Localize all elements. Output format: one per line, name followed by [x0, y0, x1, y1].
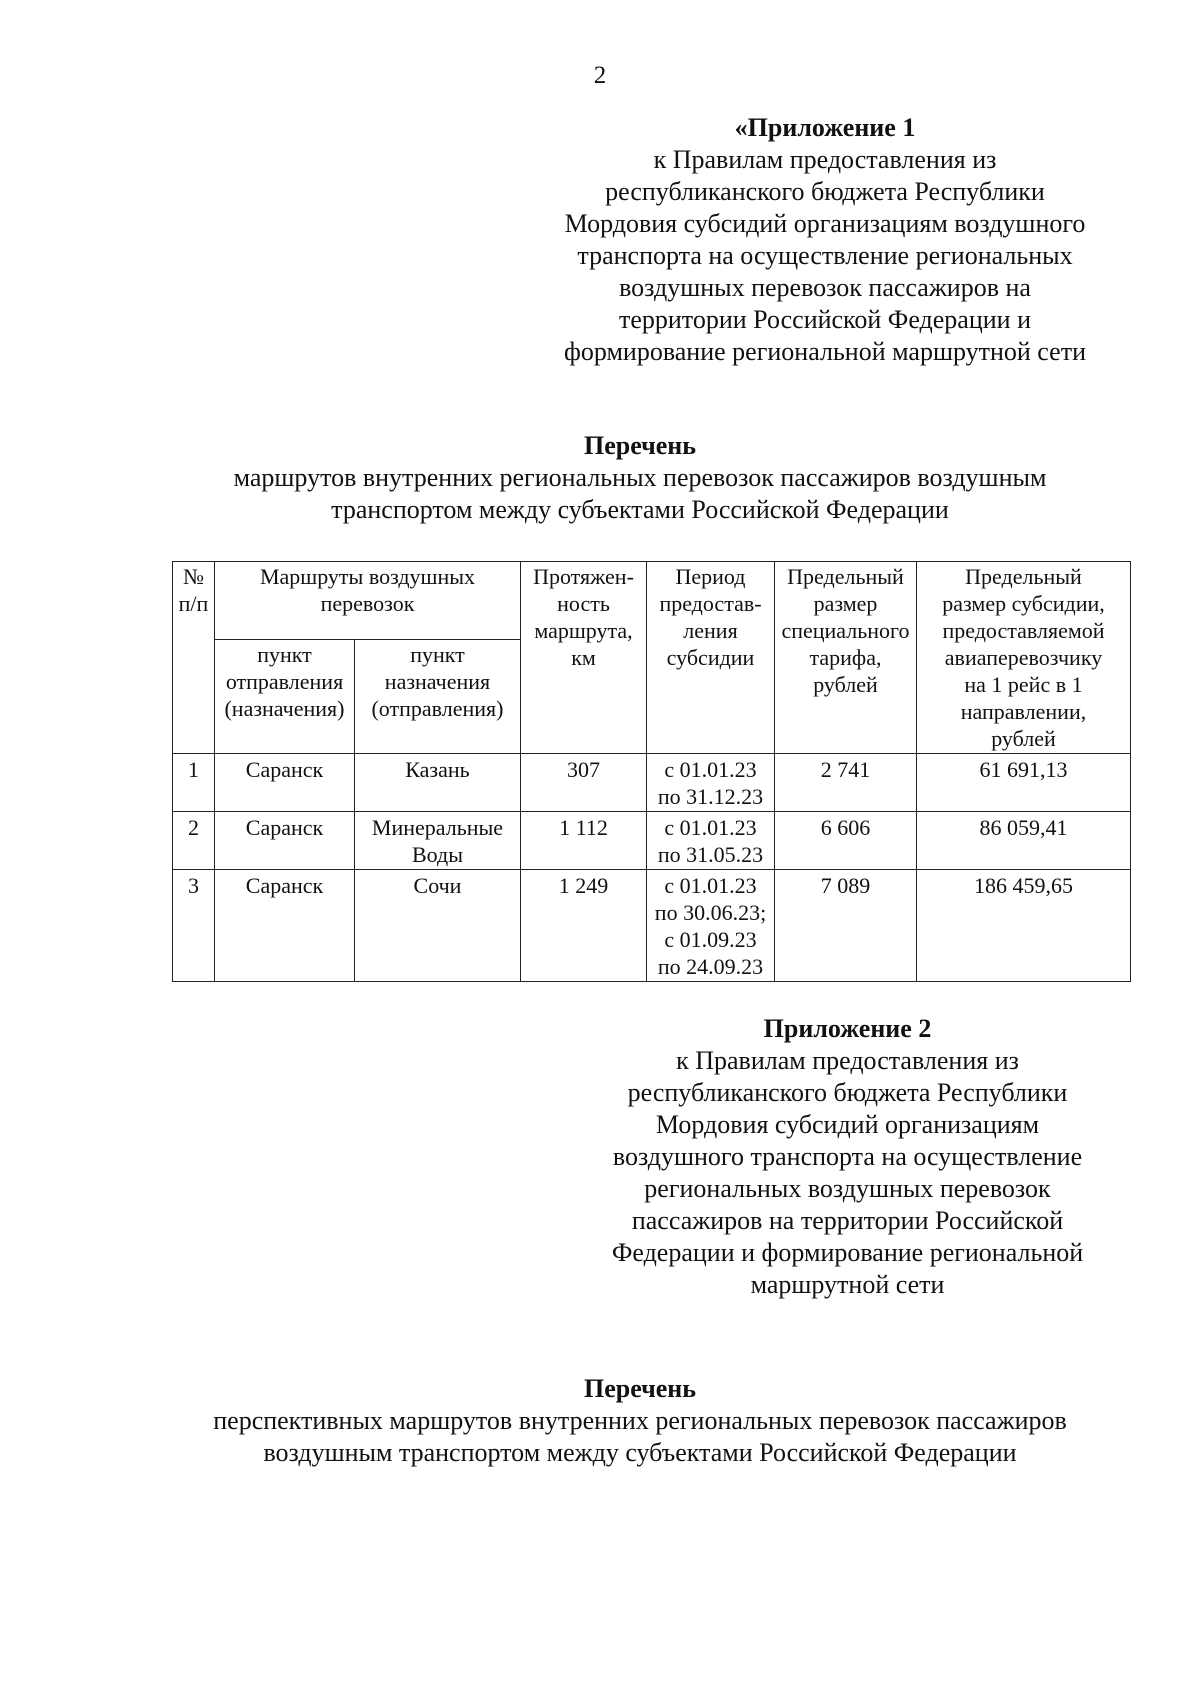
list-2-title: Перечень: [583, 1374, 697, 1403]
annex-2-line: Мордовия субсидий организациям: [655, 1110, 1040, 1139]
table-row: [173, 870, 1131, 982]
annex-1-line: территории Российской Федерации и: [618, 305, 1031, 334]
cell-to: Казань: [355, 754, 521, 812]
cell-from: Саранск: [215, 754, 355, 812]
list-1-line: транспортом между субъектами Российской Федерации: [331, 495, 949, 524]
annex-2-line: воздушного транспорта на осуществление: [612, 1142, 1083, 1171]
cell-length: 1 112: [521, 812, 647, 870]
cell-length: 307: [521, 754, 647, 812]
cell-subsidy: 61 691,13: [917, 754, 1131, 812]
cell-tariff: 2 741: [775, 754, 917, 812]
annex-2-line: пассажиров на территории Российской: [631, 1206, 1064, 1235]
cell-from: Саранск: [215, 870, 355, 982]
list-1-title: Перечень: [583, 431, 697, 460]
cell-length: 1 249: [521, 870, 647, 982]
cell-num: 3: [173, 870, 215, 982]
annex-1-line: Мордовия субсидий организациям воздушного: [564, 209, 1086, 238]
list-2-line: воздушным транспортом между субъектами Российской Федерации: [263, 1438, 1017, 1467]
annex-2-header: [580, 1013, 1115, 1301]
annex-1-line: к Правилам предоставления из: [653, 145, 997, 174]
annex-2-line: маршрутной сети: [750, 1270, 945, 1299]
annex-2-line: Федерации и формирование региональной: [611, 1238, 1084, 1267]
annex-1-title: «Приложение 1: [734, 113, 916, 142]
cell-to: Сочи: [355, 870, 521, 982]
annex-2-title: Приложение 2: [763, 1014, 932, 1043]
cell-from: Саранск: [215, 812, 355, 870]
list-1-heading: [150, 430, 1130, 526]
header-subsidy: Предельный размер субсидии, предоставляемой авиаперевозчику на 1 рейс в 1 направлении, рублей: [917, 562, 1131, 754]
cell-tariff: 7 089: [775, 870, 917, 982]
header-departure: пункт отправления (назначения): [215, 639, 355, 753]
cell-tariff: 6 606: [775, 812, 917, 870]
routes-table: [172, 561, 1131, 982]
annex-2-line: к Правилам предоставления из: [676, 1046, 1019, 1075]
list-1-line: маршрутов внутренних региональных перевозок пассажиров воздушным: [233, 463, 1047, 492]
cell-period: с 01.01.23 по 31.12.23: [647, 754, 775, 812]
annex-1-header: [520, 112, 1130, 368]
list-2-heading: [150, 1373, 1130, 1469]
cell-num: 2: [173, 812, 215, 870]
header-num: № п/п: [173, 562, 215, 754]
cell-subsidy: 86 059,41: [917, 812, 1131, 870]
page-number: 2: [593, 62, 607, 89]
header-arrival: пункт назначения (отправления): [355, 639, 521, 753]
table-header-row: [173, 562, 1131, 640]
cell-to: Минеральные Воды: [355, 812, 521, 870]
cell-period: с 01.01.23 по 30.06.23; с 01.09.23 по 24.09.23: [647, 870, 775, 982]
annex-1-line: республиканского бюджета Республики: [605, 177, 1045, 206]
header-length: Протяжен- ность маршрута, км: [521, 562, 647, 754]
cell-subsidy: 186 459,65: [917, 870, 1131, 982]
header-routes: Маршруты воздушных перевозок: [215, 562, 521, 640]
annex-1-line: формирование региональной маршрутной сети: [564, 337, 1086, 366]
list-2-line: перспективных маршрутов внутренних региональных перевозок пассажиров: [213, 1406, 1067, 1435]
header-tariff: Предельный размер специального тарифа, рублей: [775, 562, 917, 754]
annex-2-line: республиканского бюджета Республики: [627, 1078, 1068, 1107]
annex-2-line: региональных воздушных перевозок: [644, 1174, 1051, 1203]
header-period: Период предостав- ления субсидии: [647, 562, 775, 754]
cell-num: 1: [173, 754, 215, 812]
table-row: [173, 812, 1131, 870]
table-row: [173, 754, 1131, 812]
cell-period: с 01.01.23 по 31.05.23: [647, 812, 775, 870]
annex-1-line: транспорта на осуществление региональных: [577, 241, 1073, 270]
annex-1-line: воздушных перевозок пассажиров на: [619, 273, 1031, 302]
